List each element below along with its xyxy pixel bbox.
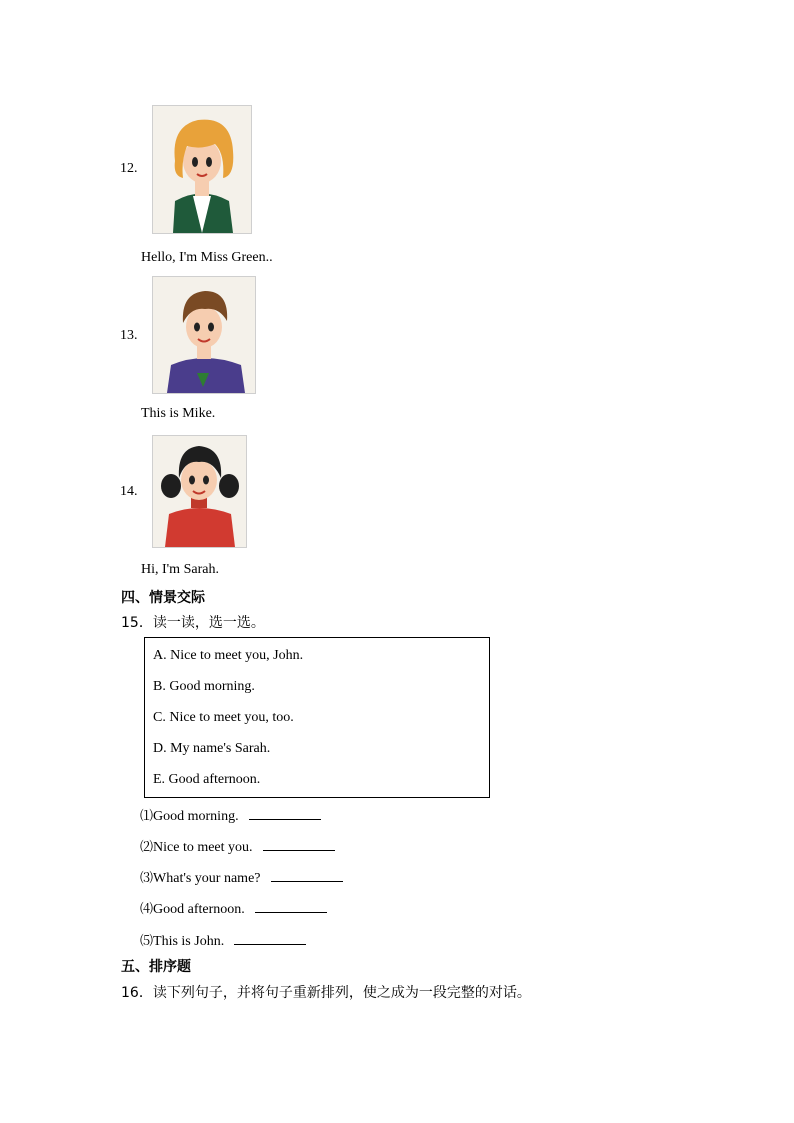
sub-question-mark: ⑷: [140, 902, 154, 917]
miss-green-illustration: [153, 106, 251, 233]
answer-blank[interactable]: [255, 900, 327, 913]
option-b: B. Good morning.: [153, 679, 255, 694]
mike-illustration: [153, 277, 255, 393]
sub-question-mark: ⑸: [140, 934, 154, 949]
sub-question-text: Good morning.: [153, 809, 239, 824]
sub-question: [140, 805, 321, 825]
item-number: 12.: [120, 161, 138, 176]
item-caption: This is Mike.: [141, 406, 216, 421]
sub-question-text: Nice to meet you.: [153, 840, 253, 855]
item-caption: Hi, I'm Sarah.: [141, 562, 219, 577]
sub-question-mark: ⑴: [140, 809, 154, 824]
answer-blank[interactable]: [271, 869, 343, 882]
sub-question-text: What's your name?: [153, 871, 261, 886]
sub-question: [140, 836, 335, 856]
mike-portrait: [152, 276, 256, 394]
section-title: 四、情景交际: [121, 590, 205, 606]
sub-question-mark: ⑵: [140, 840, 154, 855]
answer-blank[interactable]: [263, 838, 335, 851]
question-stem: 16．读下列句子，并将句子重新排列，使之成为一段完整的对话。: [121, 985, 531, 1001]
option-c: C. Nice to meet you, too.: [153, 710, 294, 725]
answer-blank[interactable]: [234, 932, 306, 945]
option-d: D. My name's Sarah.: [153, 741, 271, 756]
option-a: A. Nice to meet you, John.: [153, 648, 304, 663]
sub-question-text: This is John.: [153, 934, 225, 949]
sarah-portrait: [152, 435, 247, 548]
sub-question: [140, 867, 343, 887]
item-number: 14.: [120, 484, 138, 499]
item-caption: Hello, I'm Miss Green..: [141, 250, 273, 265]
sub-question-mark: ⑶: [140, 871, 154, 886]
option-e: E. Good afternoon.: [153, 772, 261, 787]
section-title: 五、排序题: [121, 959, 191, 975]
sub-question-text: Good afternoon.: [153, 902, 245, 917]
sarah-illustration: [153, 436, 246, 547]
options-box: [144, 637, 490, 798]
sub-question: [140, 898, 327, 918]
question-stem: 15．读一读，选一选。: [121, 615, 265, 631]
answer-blank[interactable]: [249, 807, 321, 820]
item-number: 13.: [120, 328, 138, 343]
sub-question: [140, 930, 306, 950]
miss-green-portrait: [152, 105, 252, 234]
